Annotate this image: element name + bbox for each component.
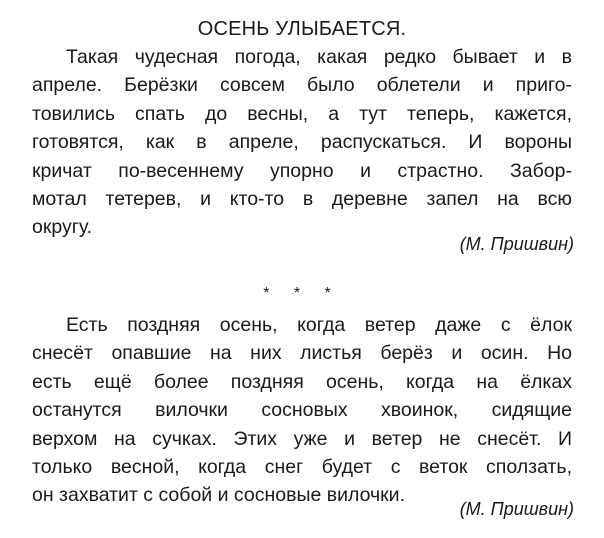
author-attribution: (М. Пришвин) — [459, 234, 574, 254]
section-separator: * * * — [263, 285, 341, 302]
passage-line: кричат по-весеннему упорно и страстно. Забор- — [32, 159, 572, 182]
passage-autumn-smiles — [32, 43, 572, 242]
passage-line: он захватит с собой и сосновые вилочки. — [32, 484, 405, 507]
passage-late-autumn — [32, 311, 572, 510]
text-title: ОСЕНЬ УЛЫБАЕТСЯ. — [197, 18, 407, 40]
passage-line: апреле. Берёзки совсем было облетели и приго- — [32, 74, 572, 97]
passage-line: Есть поздняя осень, когда ветер даже с ёлок — [66, 314, 572, 336]
passage-line: товились спать до весны, а тут теперь, кажется, — [32, 102, 572, 125]
passage-line: есть ещё более поздняя осень, когда на ёлках — [32, 370, 572, 393]
passage-line: только весной, когда снег будет с веток сползать, — [32, 455, 572, 478]
passage-line: верхом на сучках. Этих уже и ветер не снесёт. И — [32, 427, 572, 450]
passage-line: округу. — [32, 216, 93, 239]
passage-line: останутся вилочки сосновых хвоинок, сидящие — [32, 399, 572, 422]
passage-line: снесёт опавшие на них листья берёз и осин. Но — [32, 342, 572, 365]
passage-line: готовятся, как в апреле, распускаться. И вороны — [32, 131, 572, 154]
passage-line: Такая чудесная погода, какая редко бывает и в — [66, 46, 572, 68]
passage-line: мотал тетерев, и кто-то в деревне запел на всю — [32, 187, 572, 210]
author-attribution: (М. Пришвин) — [459, 499, 574, 519]
